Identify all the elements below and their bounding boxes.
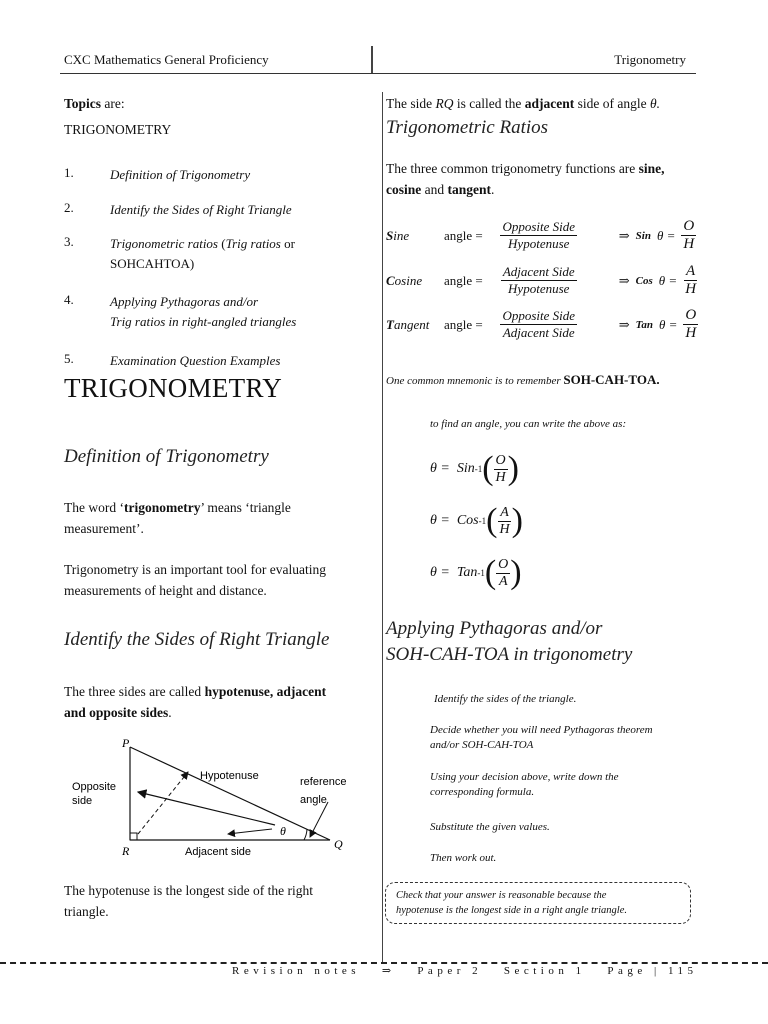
definition-paragraph-1: The word ‘trigonometry’ means ‘triangle measurement’. xyxy=(64,500,291,536)
topic-number: 4. xyxy=(64,292,74,307)
angle-arc xyxy=(304,829,307,840)
header-divider xyxy=(371,46,373,74)
inverse-tangent: θ = Tan -1 ( $\frac{O}{A}$ ) xyxy=(430,554,522,591)
column-divider xyxy=(382,92,383,962)
topic-item: Definition of Trigonometry xyxy=(110,167,251,182)
pythagoras-heading: Applying Pythagoras and/or SOH-CAH-TOA in trigonometry xyxy=(386,618,633,665)
topic-item: Applying Pythagoras and/or Trig ratios in right-angled triangles xyxy=(110,294,297,329)
definition-heading: Definition of Trigonometry xyxy=(64,446,269,467)
footer-text: Revision notes ⇒ Paper 2 Section 1 Page | 115 xyxy=(232,965,698,977)
cosine-formula: Cosine angle = $\frac{\text{Adjacent Side}}{\text{Hypotenuse}}$ ⇒ Cos θ = $\frac{A}{H}$ xyxy=(386,263,697,297)
step-5: Then work out. xyxy=(430,852,497,864)
topics-intro: Topics are: xyxy=(64,96,125,111)
topic-number: 2. xyxy=(64,200,74,215)
reference-label-2: angle xyxy=(300,794,327,806)
definition-paragraph-2: Trigonometry is an important tool for evaluating measurements of height and distance. xyxy=(64,562,326,598)
adjacent-definition: The side RQ is called the adjacent side of angle θ. xyxy=(386,96,660,111)
topic-number: 3. xyxy=(64,234,74,249)
inverse-cosine: θ = Cos -1 ( $\frac{A}{H}$ ) xyxy=(430,502,523,539)
reference-label-1: reference xyxy=(300,776,347,788)
step-4: Substitute the given values. xyxy=(430,821,550,833)
functions-paragraph: The three common trigonometry functions are sine, cosine and tangent. xyxy=(386,161,665,197)
right-angle-mark xyxy=(130,833,137,840)
sides-heading: Identify the Sides of Right Triangle xyxy=(64,629,330,650)
hypotenuse-note: The hypotenuse is the longest side of the right triangle. xyxy=(64,883,313,919)
vertex-r-label: R xyxy=(122,844,130,858)
adjacent-label: Adjacent side xyxy=(185,846,252,858)
step-3: Using your decision above, write down the corresponding formula. xyxy=(430,771,619,798)
sides-paragraph: The three sides are called hypotenuse, adjacent and opposite sides. xyxy=(64,684,327,720)
step-2: Decide whether you will need Pythagoras theorem and/or SOH-CAH-TOA xyxy=(430,724,653,751)
page-number: Page | 115 xyxy=(607,965,698,977)
main-title: TRIGONOMETRY xyxy=(64,373,283,403)
sine-formula: Sine angle = $\frac{\text{Opposite Side}}{\text{Hypotenuse}}$ ⇒ Sin θ = $\frac{O}{H}$ xyxy=(386,218,695,252)
topics-label: Topics xyxy=(64,96,102,111)
arrow-to-opposite xyxy=(138,792,275,825)
topics-subject: TRIGONOMETRY xyxy=(64,122,172,137)
header-rule xyxy=(60,73,696,74)
header-chapter-title: Trigonometry xyxy=(614,52,686,67)
topic-item: Trigonometric ratios (Trig ratios or SOHCAHTOA) xyxy=(110,236,295,271)
header-course-title: CXC Mathematics General Proficiency xyxy=(64,52,269,67)
mnemonic-line: One common mnemonic is to remember SOH-CAH-TOA. xyxy=(386,372,660,387)
right-triangle-diagram xyxy=(60,730,370,860)
topic-item: Examination Question Examples xyxy=(110,353,281,368)
topic-item: Identify the Sides of Right Triangle xyxy=(110,202,292,217)
hypotenuse-label: Hypotenuse xyxy=(200,770,259,782)
inverse-sine: θ = Sin -1 ( $\frac{O}{H}$ ) xyxy=(430,450,519,487)
step-1: Identify the sides of the triangle. xyxy=(434,693,577,705)
theta-label: θ xyxy=(280,824,286,838)
topic-number: 5. xyxy=(64,351,74,366)
topic-number: 1. xyxy=(64,165,74,180)
vertex-q-label: Q xyxy=(334,837,343,851)
tangent-formula: Tangent angle = $\frac{\text{Opposite Side}}{\text{Adjacent Side}}$ ⇒ Tan θ = $\frac{O}{H}$ xyxy=(386,307,697,341)
arrow-icon: ⇒ xyxy=(381,965,396,977)
arrow-reference-angle xyxy=(310,802,328,837)
opposite-label-2: side xyxy=(72,795,93,807)
opposite-label-1: Opposite xyxy=(72,781,117,793)
vertex-p-label: P xyxy=(122,736,130,750)
find-angle-line: to find an angle, you can write the above as: xyxy=(430,418,627,430)
arrow-to-adjacent xyxy=(228,829,272,834)
check-answer-note: Check that your answer is reasonable because the hypotenuse is the longest side in a right angle triangle. xyxy=(385,882,691,924)
ratios-heading: Trigonometric Ratios xyxy=(386,117,549,138)
arrow-to-hypotenuse xyxy=(138,772,188,834)
